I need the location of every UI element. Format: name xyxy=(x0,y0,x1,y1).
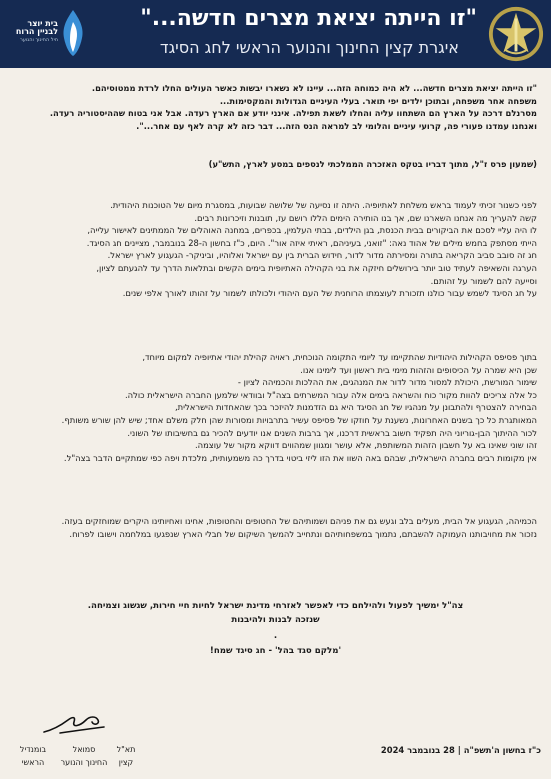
paragraph-line: קשה להעריך מה אנחנו השארנו שם, אך בנו הותירה הימים הללו רושם עז, תובנות וזיכרונות רבים. xyxy=(194,212,537,223)
quote-line: משפחה אחר משפחה, ובתוכן ילדים יפי תואר. בעלי העיניים הגדולות והמקסימות... xyxy=(219,95,537,106)
closing-statement: צה"ל ימשיך לפעול ולהילחם כדי לאפשר לאזרחי מדינת ישראל לחיות חיי חירות, שגשוג וצמיחה. xyxy=(87,601,464,611)
signer-rank-line: קצין xyxy=(118,758,134,767)
opening-quote xyxy=(13,82,537,132)
paragraph-line: הערגה והשאיפה לעתיד טוב יותר בירושלים חיזקה את בני הקהילה האתיופית בימים הקשים ובתלאות הדרך עד להגעתם לציון, xyxy=(96,262,537,273)
signer-name-line: החינוך והנוער xyxy=(60,758,108,767)
signer-last-line: בומנדיל xyxy=(19,745,47,754)
letter-header xyxy=(0,0,551,68)
paragraph-line: זהו שוני שאינו בא על חשבון הזהות המשותפת, אלא עושר ומגוון שמהווים דווקא מקור של עוצמה. xyxy=(194,440,537,451)
handwritten-signature xyxy=(40,710,110,736)
paragraph-line: בתוך פסיפס הקהילות היהודיות שהתקיימו עד ליומי התקומה הנוכחית, ראויה קהילת יהודי אתיופיה למקום מיוחד, xyxy=(142,352,537,362)
education-corps-logo xyxy=(8,8,88,60)
quote-line: ואנחנו עמדנו פעורי פה, קרועי עיניים והלומי לב למראה הנס הזה... דבר כזה לא קרה לאף עם אחר...". xyxy=(136,120,537,131)
paragraph-line: אין מקומות רבים בחברה הישראלית, שבהם באה השוו את הזו ליזי ביטוי בדרך כה משמעותית, מלכדת ויפה כפי שמתקיים הדבר בצה"ל. xyxy=(63,452,537,463)
signer-name xyxy=(58,743,110,769)
paragraph-line: שימור המורשת, היכולת למסור מדור לדור את המנהגים, את ההלכות והכמיהה לציון - xyxy=(237,377,537,388)
paragraph-line: כל אלה צריכים להוות מקור כוח והשראה בימים אלה עבור המשרתים בצה"ל ובוודאי שלמען החברה הישראלית כולה. xyxy=(124,389,537,400)
letter-subtitle: איגרת קצין החינוך והנוער הראשי לחג הסיגד xyxy=(159,38,459,57)
paragraph-line: לפני כשנור זכיתי לעמוד בראש משלחת לאתיופיה. היתה זו נסיעה של שלושה שבועות, במסגרת מיום של הטוכנות היהודית. xyxy=(110,200,537,210)
paragraph-line: וסייעה להם לשמור על זהותם. xyxy=(430,275,537,286)
flame-icon xyxy=(60,8,86,58)
signer-last-line: הראשי xyxy=(21,758,45,767)
paragraph-line: הייתי מסתפק בחמש מילים של אהוד נאה: "זואני, בעיניהם, ראיתי איזה אור". היום, כ"ז בחשון ה-28 בנובמבר, מציינים חג הסיגד. xyxy=(86,237,537,248)
letter-title: "זו הייתה יציאת מצרים חדשה..." xyxy=(140,6,477,31)
idf-emblem-icon xyxy=(487,5,545,63)
paragraph-line: המאותגרת כל כך בשנים האחרונות, נשענת על חוזקו של פסיפס עשיר בתרבויות ומסורות שהן חלק משלם אחד; שיש להן שורש משותף. xyxy=(61,414,537,425)
quote-line: "זו הייתה יציאת מצרים חדשה... לא היה כמוחה הזה... עיינו לא נשארו יבשות כאשר העולים החלו לרדת ממטוסיהם. xyxy=(91,83,537,93)
paragraph-line: לכור ההיתוך הבן-גוריוני היה תפקיד חשוב בראשית דרכנו, אך ברבות השנים אנו יודעים להכיר גם בחשיבותו של השוני. xyxy=(127,427,537,438)
paragraph-line: הכמיהה, הגעגוע אל הבית, מעלים בלב וגעש גם את פניהם ושמותיהם של החטופים והחטופות, אחינו ואחיותינו היקרים שמוחזקים בעזה. xyxy=(61,516,537,526)
paragraph-line: נזכור את מחויבותנו העמוקה להשבתם, נתמוך במשפחותיהם ונתחייב להמשך השיקום של חבלי הארץ שנפגעו במלחמה וישובו לפרוח. xyxy=(69,528,537,539)
paragraph-line: לו היה עליי לסכם את הביקורים בבית הכנסת, בגן הילדים, בבתי העלמין, בכפרים, במחנה האוהלים של הממתינים לאישור עלייה, xyxy=(87,225,537,236)
logo-line-3: חיל החינוך והנוער xyxy=(19,36,58,43)
signer-name-line: סמואל xyxy=(72,745,96,754)
paragraph-line: חג זה סובב סביב הקריאה בתורה ומסירתה מדור לדור, חידוש הברית בין עם ישראל ואלוהיו, וביניקר- הגעגוע לארץ ישראל. xyxy=(107,250,537,261)
paragraph-line: שכן היא שמרה על הכיסופים והזהות מימי בית ראשון ועד לימינו אנו. xyxy=(300,364,537,375)
closing-dot: . xyxy=(273,631,278,641)
paragraph-visit xyxy=(13,199,537,300)
signer-rank-line: תא"ל xyxy=(116,745,136,754)
paragraph-heritage xyxy=(13,351,537,464)
closing-wish: שנזכה לבנות ולהיבנות xyxy=(231,615,320,625)
logo-line-1: בית יוצר xyxy=(27,19,58,28)
paragraph-hostages xyxy=(13,515,537,540)
logo-line-2: לבניין הרוח xyxy=(15,27,58,37)
letter-date: כ"ז בחשון ה'תשפ"ה | 28 בנובמבר 2024 xyxy=(380,745,541,755)
paragraph-line: הבחירה להצטרף ולהתבונן על מנהגיו של חג הסיגד היא גם הזדמנות להיזכר בכך שהאחדות הישראלית, xyxy=(174,402,537,413)
signer-last-name xyxy=(8,743,58,769)
holiday-greeting: 'מלקם סגד בהל' - חג סיגד שמח! xyxy=(209,646,342,656)
paragraph-line: על חג הסיגד לשמש עבור כולנו תזכורת לעוצמתו הרוחנית של העם היהודי ולכולתו לשמור על זהותו לאורך אלפי שנים. xyxy=(122,288,537,299)
signer-rank xyxy=(108,743,144,769)
citation-line: (שמעון פרס ז"ל, מתוך דבריו בטקס האזכרה הממלכתי לנספים במסע לארץ, התש"ע) xyxy=(208,159,537,169)
quote-citation xyxy=(13,158,537,171)
quote-line: מסרנלם דרכה על הארץ הם השתחוו עליה והחלו לשאת תפילה. אינני יודע אם הארץ רעדה. אבל אני בטוח שההיסטוריה רעדה. xyxy=(49,108,537,119)
